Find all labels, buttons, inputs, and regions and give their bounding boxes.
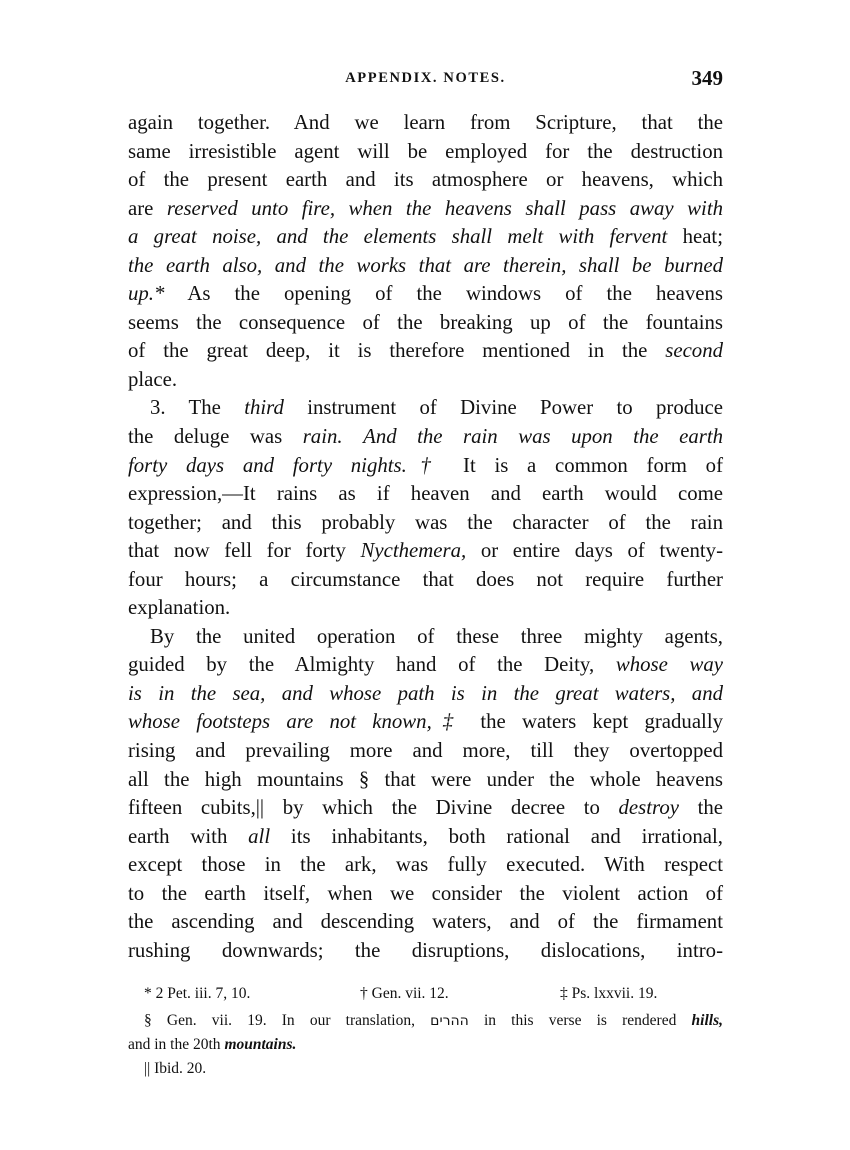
text-run: instrument of Divine Power to produce — [283, 396, 724, 420]
text-run: the deluge was — [128, 425, 303, 449]
text-run — [343, 425, 364, 448]
italic-run: destroy — [618, 796, 679, 820]
text-run: place. — [128, 367, 178, 391]
footnotes — [128, 985, 723, 1081]
text-run: in this verse is rendered — [468, 1012, 692, 1029]
text-line — [128, 109, 723, 138]
text-line — [128, 594, 723, 623]
text-line — [128, 566, 723, 595]
text-line — [128, 394, 723, 423]
text-line — [128, 223, 723, 252]
footnote-asterisk: * 2 Pet. iii. 7, 10. — [144, 985, 251, 1002]
text-run: § Gen. vii. 19. In our translation, — [144, 1012, 431, 1029]
text-run: By the united operation of these three mighty agents, — [150, 624, 723, 648]
text-run: the ascending and descending waters, and of the firmament — [128, 910, 723, 934]
italic-run: And the rain was upon the earth — [363, 425, 723, 449]
footnote-section-continued — [128, 1033, 723, 1057]
italic-run: mountains. — [224, 1036, 297, 1053]
footnote-double-dagger: ‡ Ps. lxxvii. 19. — [560, 985, 658, 1002]
text-line — [128, 908, 723, 937]
text-run: that now fell for forty — [128, 539, 361, 563]
footnote-references — [128, 985, 723, 1009]
body-text — [128, 109, 723, 965]
text-run: It is a common form of — [444, 453, 723, 477]
text-line — [128, 166, 723, 195]
text-line — [128, 252, 723, 281]
text-run: same irresistible agent will be employed for the destruction — [128, 139, 723, 163]
italic-run: whose footsteps are not known,‡ — [128, 710, 465, 734]
text-run: of the great deep, it is therefore mentioned in the — [128, 339, 666, 363]
italic-run: whose way — [615, 653, 723, 677]
text-line — [128, 452, 723, 481]
text-line — [128, 623, 723, 652]
footnote-ibid: || Ibid. 20. — [144, 1060, 207, 1077]
italic-run: Nycthemera, — [360, 539, 467, 563]
text-line — [128, 195, 723, 224]
page-header — [128, 66, 723, 96]
italic-run: forty days and forty nights.† — [128, 453, 445, 477]
text-run: of the present earth and its atmosphere or heavens, which — [128, 168, 723, 192]
text-run: earth with — [128, 824, 249, 848]
text-run: rising and prevailing more and more, till they overtopped — [128, 739, 723, 763]
text-line — [128, 708, 723, 737]
text-run: rushing downwards; the disruptions, dislocations, intro- — [128, 938, 723, 962]
text-run: four hours; a circumstance that does not require further — [128, 567, 723, 591]
text-line — [128, 537, 723, 566]
text-line — [128, 423, 723, 452]
text-line — [128, 680, 723, 709]
text-line — [128, 823, 723, 852]
text-run: again together. And we learn from Scripture, that the — [128, 111, 723, 134]
text-line — [128, 337, 723, 366]
footnote-dagger: † Gen. vii. 12. — [360, 985, 449, 1002]
text-run: As the opening of the windows of the heavens — [164, 282, 723, 306]
italic-run: all — [248, 824, 271, 848]
text-run: except those in the ark, was fully executed. With respect — [128, 853, 723, 877]
text-run: or entire days of twenty- — [466, 539, 723, 563]
italic-run: third — [244, 396, 284, 420]
text-run: all the high mountains § that were under the whole heavens — [128, 767, 723, 791]
text-line — [128, 480, 723, 509]
text-run: the — [678, 796, 723, 820]
text-line — [128, 366, 723, 395]
text-run: explanation. — [128, 596, 231, 620]
text-run: to the earth itself, when we consider the violent action of — [128, 881, 723, 905]
text-line — [128, 280, 723, 309]
text-line — [128, 766, 723, 795]
text-run: together; and this probably was the character of the rain — [128, 510, 723, 534]
running-head: APPENDIX. NOTES. — [345, 70, 506, 86]
text-run: expression,—It rains as if heaven and earth would come — [128, 482, 723, 506]
text-run: 3. The — [150, 396, 245, 420]
italic-run: reserved unto fire, when the heavens shall pass away with — [166, 196, 723, 220]
text-run: seems the consequence of the breaking up of the fountains — [128, 310, 723, 334]
italic-run: hills, — [691, 1012, 723, 1029]
italic-run: is in the sea, and whose path is in the great waters, and — [128, 681, 723, 705]
page-number: 349 — [691, 66, 723, 90]
text-run: fifteen cubits,|| by which the Divine decree to — [128, 796, 619, 820]
text-line — [128, 737, 723, 766]
italic-run: rain. — [302, 425, 343, 449]
text-run: its inhabitants, both rational and irrational, — [270, 824, 724, 848]
text-line — [128, 937, 723, 966]
text-run: are — [128, 196, 167, 220]
italic-run: second — [665, 339, 723, 363]
text-line — [128, 309, 723, 338]
text-run: heat; — [667, 225, 723, 249]
hebrew-word: ההרים — [430, 1013, 469, 1029]
text-line — [128, 851, 723, 880]
text-line — [128, 509, 723, 538]
italic-run: up.* — [128, 282, 165, 306]
text-run: and in the 20th — [128, 1036, 225, 1053]
footnote-section — [128, 1009, 723, 1033]
text-line — [128, 138, 723, 167]
text-run: guided by the Almighty hand of the Deity, — [128, 653, 616, 677]
text-line — [128, 794, 723, 823]
text-line — [128, 651, 723, 680]
italic-run: the earth also, and the works that are therein, shall be burned — [128, 253, 723, 277]
text-line — [128, 880, 723, 909]
text-run: the waters kept gradually — [464, 710, 724, 734]
italic-run: a great noise, and the elements shall melt with fervent — [128, 225, 668, 249]
